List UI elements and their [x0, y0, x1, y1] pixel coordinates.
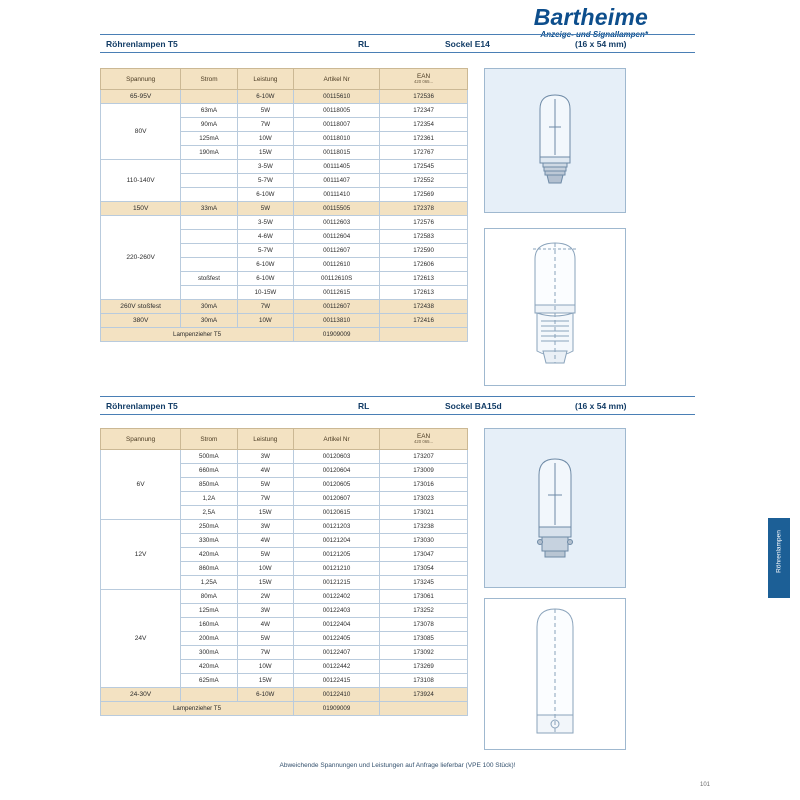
cell-leistung: 6-10W [237, 90, 293, 104]
cell-strom: 420mA [181, 660, 237, 674]
cell-artikelnr: 00120603 [294, 450, 380, 464]
cell-strom: stoßfest [181, 272, 237, 286]
cell-ean: 172438 [380, 300, 468, 314]
cell-artikelnr: 00121204 [294, 534, 380, 548]
brand-name: Bartheime [533, 4, 648, 30]
lamp-e14-technical-drawing [485, 229, 625, 385]
cell-artikelnr: 00122410 [294, 688, 380, 702]
cell-leistung: 10W [237, 314, 293, 328]
lamp-photo-e14 [484, 68, 626, 213]
table-header-row [101, 69, 468, 90]
cell-leistung: 5W [237, 548, 293, 562]
cell-spannung: 24-30V [101, 688, 181, 702]
cell-ean: 173245 [380, 576, 468, 590]
table-head [101, 429, 468, 450]
lamp-e14-illustration [485, 69, 625, 212]
cell-leistung: 15W [237, 146, 293, 160]
cell-leistung: 6-10W [237, 272, 293, 286]
cell-leistung: 15W [237, 506, 293, 520]
cell-artikelnr: 00120607 [294, 492, 380, 506]
table-row [101, 90, 468, 104]
cell-strom: 330mA [181, 534, 237, 548]
cell-strom: 1,2A [181, 492, 237, 506]
cell-artikelnr: 00112610 [294, 258, 380, 272]
cell-ean: 173030 [380, 534, 468, 548]
cell-strom: 625mA [181, 674, 237, 688]
cell-ean: 173924 [380, 688, 468, 702]
cell-spannung: 80V [101, 104, 181, 160]
cell-artikelnr: 00118015 [294, 146, 380, 160]
cell-ean: 172613 [380, 272, 468, 286]
cell-ean: 173047 [380, 548, 468, 562]
lamp-ba15d-illustration [485, 429, 625, 587]
cell-ean: 172552 [380, 174, 468, 188]
lamp-photo-ba15d [484, 428, 626, 588]
cell-leistung: 4W [237, 464, 293, 478]
cell-leistung: 3W [237, 604, 293, 618]
cell-strom [181, 286, 237, 300]
cell-spannung: 150V [101, 202, 181, 216]
table-body [101, 90, 468, 342]
col-header-artikelnr: Artikel Nr [294, 69, 380, 90]
table-row [101, 300, 468, 314]
cell-leistung: 7W [237, 646, 293, 660]
cell-strom: 500mA [181, 450, 237, 464]
cell-ean: 172569 [380, 188, 468, 202]
cell-artikelnr: 00121215 [294, 576, 380, 590]
cell-artikelnr: 00122403 [294, 604, 380, 618]
cell-strom: 1,25A [181, 576, 237, 590]
cell-ean: 173054 [380, 562, 468, 576]
cell-strom [181, 244, 237, 258]
cell-artikelnr: 00113810 [294, 314, 380, 328]
cell-leistung: 7W [237, 118, 293, 132]
cell-artikelnr: 00120604 [294, 464, 380, 478]
brand-tagline: Anzeige- und Signallampen* [540, 30, 648, 39]
cell-artikelnr: 00118007 [294, 118, 380, 132]
side-tab-label: Röhrenlampen [775, 530, 783, 573]
cell-leistung: 6-10W [237, 188, 293, 202]
table-row [101, 450, 468, 464]
cell-artikelnr: 00122442 [294, 660, 380, 674]
side-tab-roehrenlampen [768, 518, 790, 598]
lamp-drawing-e14 [484, 228, 626, 386]
cell-leistung: 5W [237, 632, 293, 646]
cell-strom: 125mA [181, 604, 237, 618]
section-1-socket: Sockel E14 [445, 39, 490, 49]
cell-strom: 160mA [181, 618, 237, 632]
cell-strom: 30mA [181, 314, 237, 328]
cell-strom [181, 230, 237, 244]
cell-strom: 850mA [181, 478, 237, 492]
cell-strom: 660mA [181, 464, 237, 478]
cell-ean: 172576 [380, 216, 468, 230]
cell-artikelnr: 00122402 [294, 590, 380, 604]
table-row [101, 328, 468, 342]
cell-artikelnr: 00120615 [294, 506, 380, 520]
cell-leistung: 5-7W [237, 174, 293, 188]
section-2-socket: Sockel BA15d [445, 401, 502, 411]
cell-artikelnr: 00112603 [294, 216, 380, 230]
cell-ean [380, 328, 468, 342]
section-1-code: RL [358, 39, 370, 49]
table-row [101, 520, 468, 534]
cell-spannung: 380V [101, 314, 181, 328]
cell-artikelnr: 00111405 [294, 160, 380, 174]
cell-artikelnr: 00122405 [294, 632, 380, 646]
cell-ean: 172536 [380, 90, 468, 104]
table-head [101, 69, 468, 90]
cell-spannung: 220-260V [101, 216, 181, 300]
cell-leistung: 4W [237, 534, 293, 548]
cell-leistung: 10W [237, 562, 293, 576]
cell-leistung: 5W [237, 202, 293, 216]
table-row [101, 590, 468, 604]
product-table-e14 [100, 68, 468, 342]
col-header-ean-main: EAN [417, 73, 431, 81]
cell-spannung: 24V [101, 590, 181, 688]
cell-artikelnr: 00112604 [294, 230, 380, 244]
cell-artikelnr: 01909009 [294, 702, 380, 716]
col-header-ean-main: EAN [416, 433, 431, 441]
cell-ean: 172354 [380, 118, 468, 132]
cell-ean: 173078 [380, 618, 468, 632]
cell-ean: 172545 [380, 160, 468, 174]
section-title-2 [100, 396, 695, 415]
cell-leistung: 5W [237, 478, 293, 492]
cell-artikelnr: 00112615 [294, 286, 380, 300]
cell-spannung: 65-95V [101, 90, 181, 104]
cell-strom: 63mA [181, 104, 237, 118]
cell-artikelnr: 00112607 [294, 300, 380, 314]
col-header-ean [380, 429, 468, 450]
cell-leistung: 3W [237, 520, 293, 534]
section-2-product: Röhrenlampen T5 [106, 401, 178, 411]
cell-accessory-name: Lampenzieher T5 [101, 702, 294, 716]
footer-note: Abweichende Spannungen und Leistungen auf Anfrage lieferbar (VPE 100 Stück)! [279, 762, 516, 769]
cell-artikelnr: 00122404 [294, 618, 380, 632]
section-2-dimensions: (16 x 54 mm) [575, 401, 627, 411]
cell-strom: 80mA [181, 590, 237, 604]
cell-leistung: 7W [237, 300, 293, 314]
cell-strom [181, 174, 237, 188]
cell-strom [181, 258, 237, 272]
lamp-drawing-ba15d [484, 598, 626, 750]
section-title-1 [100, 34, 695, 53]
cell-strom: 125mA [181, 132, 237, 146]
cell-leistung: 3W [237, 450, 293, 464]
cell-ean: 173085 [380, 632, 468, 646]
col-header-spannung: Spannung [101, 429, 181, 450]
section-1-product: Röhrenlampen T5 [106, 39, 178, 49]
product-table-ba15d [100, 428, 468, 716]
cell-leistung: 6-10W [237, 688, 293, 702]
cell-artikelnr: 00112607 [294, 244, 380, 258]
cell-artikelnr: 00122407 [294, 646, 380, 660]
cell-ean: 173021 [380, 506, 468, 520]
cell-leistung: 4-6W [237, 230, 293, 244]
table-row [101, 202, 468, 216]
col-header-ean-sub: 420 065... [414, 79, 434, 85]
cell-ean: 172767 [380, 146, 468, 160]
cell-ean: 173269 [380, 660, 468, 674]
page-number: 101 [699, 782, 710, 788]
cell-strom: 250mA [181, 520, 237, 534]
cell-artikelnr: 00111407 [294, 174, 380, 188]
cell-artikelnr: 00111410 [294, 188, 380, 202]
section-1-dimensions: (16 x 54 mm) [575, 39, 627, 49]
cell-ean: 172361 [380, 132, 468, 146]
cell-ean: 172590 [380, 244, 468, 258]
cell-strom: 2,5A [181, 506, 237, 520]
table-header-row [101, 429, 468, 450]
col-header-ean-sub: 420 065... [413, 439, 434, 445]
cell-leistung: 6-10W [237, 258, 293, 272]
cell-ean: 172613 [380, 286, 468, 300]
cell-strom: 30mA [181, 300, 237, 314]
cell-strom: 200mA [181, 632, 237, 646]
table-row [101, 702, 468, 716]
cell-artikelnr: 00118010 [294, 132, 380, 146]
cell-artikelnr: 00115610 [294, 90, 380, 104]
cell-leistung: 3-5W [237, 160, 293, 174]
cell-artikelnr: 00112610S [294, 272, 380, 286]
col-header-ean [380, 69, 468, 90]
cell-strom [181, 688, 237, 702]
cell-ean: 173238 [380, 520, 468, 534]
cell-strom: 190mA [181, 146, 237, 160]
cell-ean: 173207 [380, 450, 468, 464]
cell-ean: 172583 [380, 230, 468, 244]
cell-spannung: 110-140V [101, 160, 181, 202]
cell-strom: 300mA [181, 646, 237, 660]
table-row [101, 104, 468, 118]
cell-leistung: 15W [237, 576, 293, 590]
col-header-spannung: Spannung [101, 69, 181, 90]
cell-ean: 173252 [380, 604, 468, 618]
table-row [101, 688, 468, 702]
cell-artikelnr: 01909009 [294, 328, 380, 342]
table-row [101, 216, 468, 230]
cell-artikelnr: 00122415 [294, 674, 380, 688]
cell-leistung: 5-7W [237, 244, 293, 258]
col-header-leistung: Leistung [237, 429, 293, 450]
cell-artikelnr: 00120605 [294, 478, 380, 492]
col-header-artikelnr: Artikel Nr [294, 429, 380, 450]
cell-ean: 173061 [380, 590, 468, 604]
cell-strom [181, 188, 237, 202]
cell-spannung: 6V [101, 450, 181, 520]
cell-leistung: 10W [237, 132, 293, 146]
col-header-strom: Strom [181, 69, 237, 90]
cell-leistung: 7W [237, 492, 293, 506]
cell-ean: 172416 [380, 314, 468, 328]
cell-ean: 172606 [380, 258, 468, 272]
cell-leistung: 3-5W [237, 216, 293, 230]
cell-strom [181, 160, 237, 174]
cell-leistung: 10W [237, 660, 293, 674]
cell-strom [181, 90, 237, 104]
cell-strom: 860mA [181, 562, 237, 576]
cell-leistung: 10-15W [237, 286, 293, 300]
col-header-strom: Strom [181, 429, 237, 450]
cell-artikelnr: 00118005 [294, 104, 380, 118]
cell-strom: 420mA [181, 548, 237, 562]
cell-ean: 173009 [380, 464, 468, 478]
cell-ean: 172347 [380, 104, 468, 118]
cell-leistung: 5W [237, 104, 293, 118]
cell-spannung: 12V [101, 520, 181, 590]
cell-leistung: 2W [237, 590, 293, 604]
cell-ean: 173092 [380, 646, 468, 660]
cell-ean: 172378 [380, 202, 468, 216]
cell-ean: 173023 [380, 492, 468, 506]
col-header-leistung: Leistung [237, 69, 293, 90]
cell-leistung: 15W [237, 674, 293, 688]
cell-artikelnr: 00115505 [294, 202, 380, 216]
cell-ean: 173016 [380, 478, 468, 492]
cell-ean: 173108 [380, 674, 468, 688]
section-2-code: RL [358, 401, 370, 411]
cell-strom [181, 216, 237, 230]
cell-artikelnr: 00121205 [294, 548, 380, 562]
cell-strom: 33mA [181, 202, 237, 216]
cell-spannung: 260V stoßfest [101, 300, 181, 314]
cell-accessory-name: Lampenzieher T5 [101, 328, 294, 342]
cell-strom: 90mA [181, 118, 237, 132]
cell-artikelnr: 00121203 [294, 520, 380, 534]
table-body [101, 450, 468, 716]
cell-leistung: 4W [237, 618, 293, 632]
lamp-ba15d-technical-drawing [485, 599, 625, 749]
cell-ean [380, 702, 468, 716]
table-row [101, 314, 468, 328]
cell-artikelnr: 00121210 [294, 562, 380, 576]
table-row [101, 160, 468, 174]
